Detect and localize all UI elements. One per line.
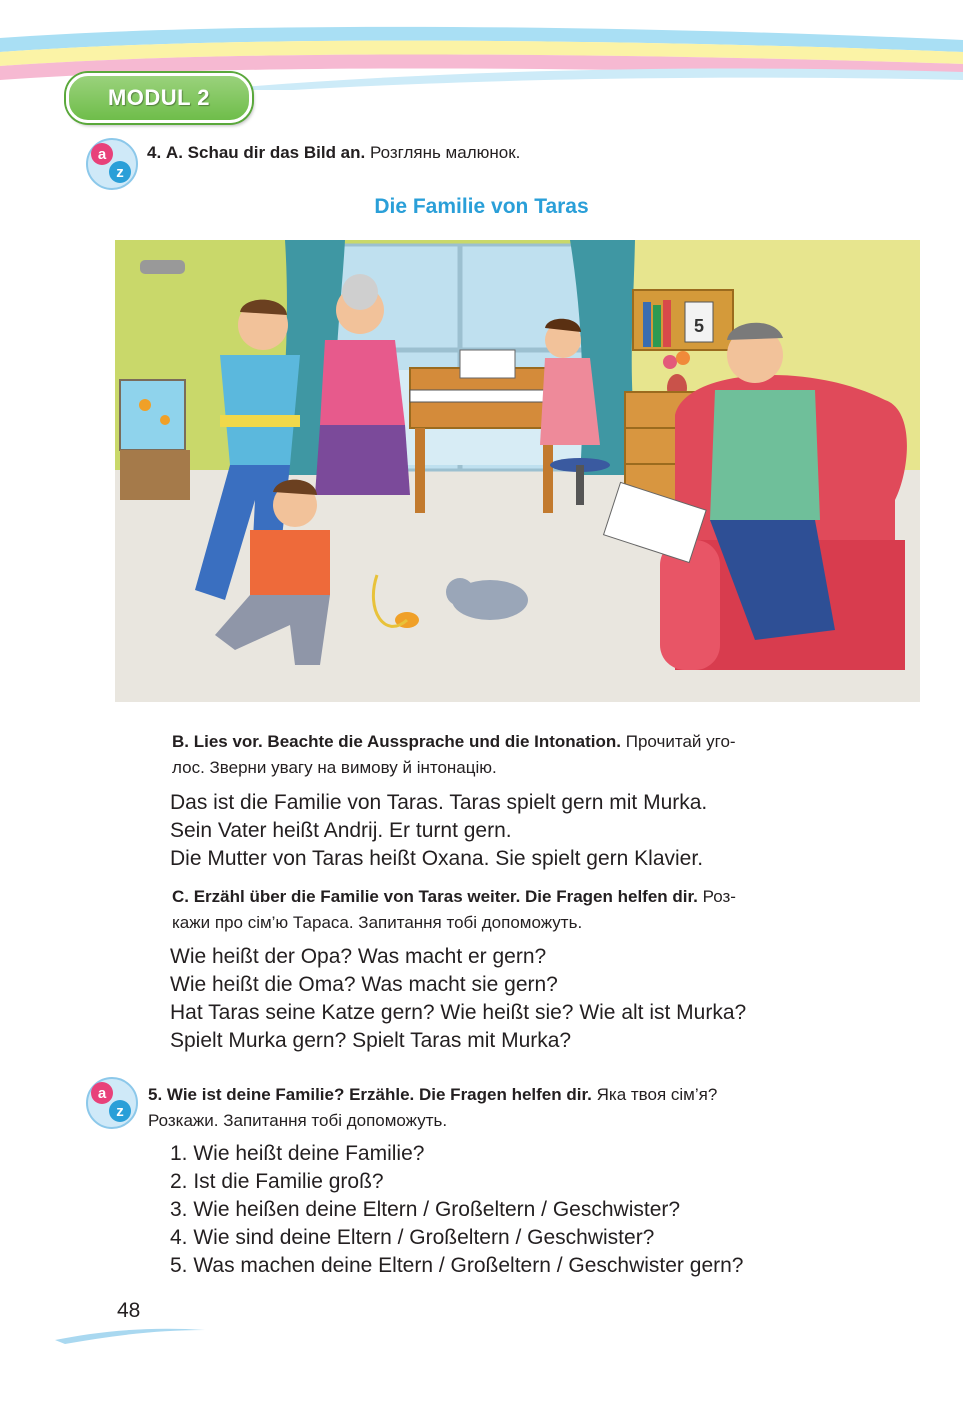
part-b-line: Das ist die Familie von Taras. Taras spielt gern mit Murka. xyxy=(170,791,708,814)
part-c-line: Wie heißt der Opa? Was macht er gern? xyxy=(170,945,547,968)
az-icon xyxy=(84,136,140,192)
svg-text:a: a xyxy=(97,146,107,163)
part-b-line: Sein Vater heißt Andrij. Er turnt gern. xyxy=(170,819,512,842)
task5-heading xyxy=(148,1082,888,1134)
part-c-line: Wie heißt die Oma? Was macht sie gern? xyxy=(170,973,558,996)
footer-swoosh xyxy=(55,1322,205,1344)
task5-question: 4. Wie sind deine Eltern / Großeltern / Geschwister? xyxy=(170,1226,655,1249)
calendar-number: 5 xyxy=(693,316,705,336)
task5-number: 5. xyxy=(148,1085,163,1104)
task5-title-de: Wie ist deine Familie? Erzähle. Die Fragen helfen dir. xyxy=(166,1085,592,1104)
svg-text:z: z xyxy=(116,164,124,181)
task4-number: 4. xyxy=(147,143,162,162)
task5-question: 5. Was machen deine Eltern / Großeltern / Geschwister gern? xyxy=(170,1254,744,1277)
page-number: 48 xyxy=(117,1299,141,1322)
part-b-title-uk-2: лос. Зверни увагу на вимову й інтонацію. xyxy=(172,758,497,777)
part-c-instruction xyxy=(172,884,887,936)
task5-questions xyxy=(170,1140,743,1280)
part-b-title-de: B. Lies vor. Beachte die Aussprache und die Intonation. xyxy=(172,732,622,751)
az-icon xyxy=(84,1075,140,1131)
part-b-line: Die Mutter von Taras heißt Oxana. Sie spielt gern Klavier. xyxy=(170,847,704,870)
part-c-line: Hat Taras seine Katze gern? Wie heißt sie? Wie alt ist Murka? xyxy=(170,1001,747,1024)
task5-question: 2. Ist die Familie groß? xyxy=(170,1170,384,1193)
task4-heading xyxy=(147,142,520,164)
picture-title: Die Familie von Taras xyxy=(374,195,589,218)
task4-title-uk: Розглянь малюнок. xyxy=(369,143,521,162)
task5-title-uk-1: Яка твоя сім’я? xyxy=(596,1085,718,1104)
part-c-questions xyxy=(170,943,746,1055)
part-c-title-de: C. Erzähl über die Familie von Taras weiter. Die Fragen helfen dir. xyxy=(172,887,698,906)
part-b-title-uk-1: Прочитай уго- xyxy=(625,732,736,751)
task5-title-uk-2: Розкажи. Запитання тобі допоможуть. xyxy=(148,1111,448,1130)
task5-question: 1. Wie heißt deine Familie? xyxy=(170,1142,425,1165)
module-tab xyxy=(66,73,252,123)
part-c-line: Spielt Murka gern? Spielt Taras mit Murka? xyxy=(170,1029,572,1052)
part-c-title-uk-1: Роз- xyxy=(702,887,736,906)
module-label: MODUL 2 xyxy=(107,85,211,110)
part-c-title-uk-2: кажи про сім’ю Тараса. Запитання тобі допоможуть. xyxy=(172,913,583,932)
svg-text:z: z xyxy=(116,1103,124,1120)
part-b-text xyxy=(170,789,707,873)
task5-question: 3. Wie heißen deine Eltern / Großeltern / Geschwister? xyxy=(170,1198,681,1221)
svg-text:a: a xyxy=(97,1085,107,1102)
family-illustration xyxy=(115,240,920,702)
task4-title-de: A. Schau dir das Bild an. xyxy=(165,143,366,162)
part-b-instruction xyxy=(172,729,887,781)
